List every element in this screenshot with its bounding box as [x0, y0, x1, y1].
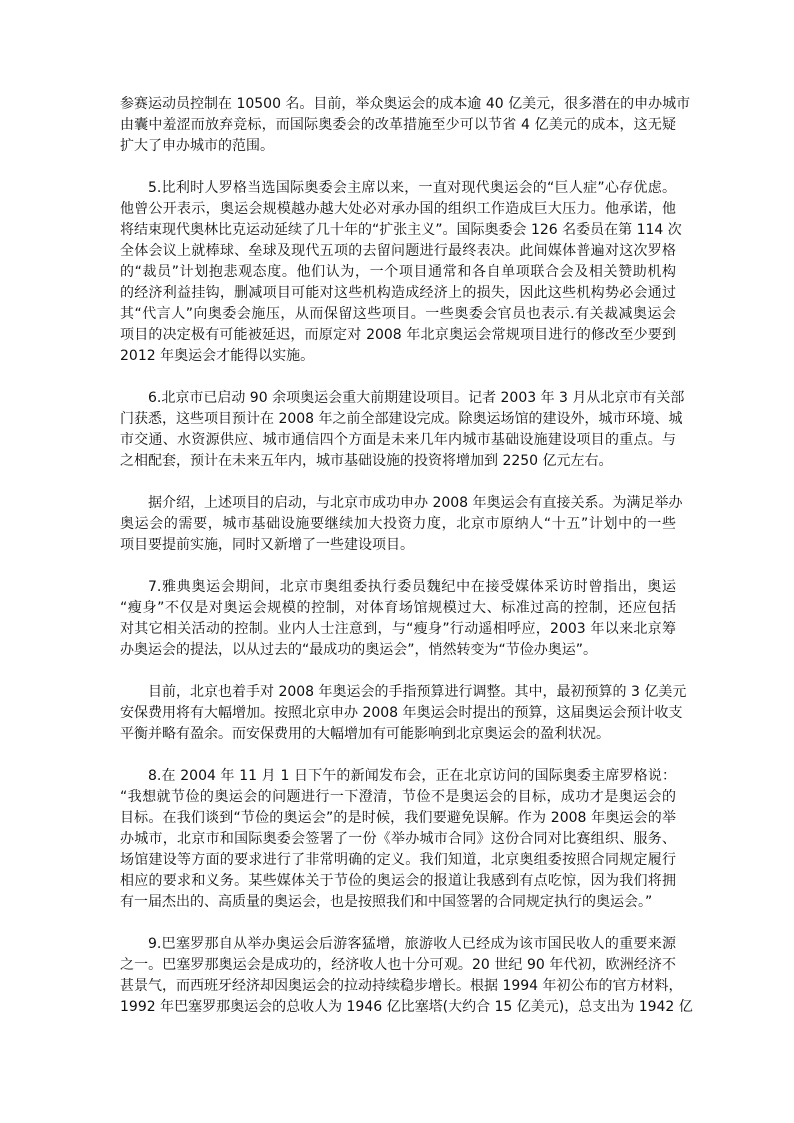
text-line: 将结束现代奥林比克运动延续了几十年的“扩张主义”。国际奥委会 126 名委员在第 114 次	[120, 222, 682, 238]
text-line: 扩大了申办城市的范围。	[120, 138, 274, 154]
text-line: 的经济利益挂钩，删减项目可能对这些机构造成经济上的损失，因此这些机构势必会通过	[120, 285, 676, 301]
paragraph	[120, 388, 685, 472]
text-line: 市交通、水资源供应、城市通信四个方面是未来几年内城市基础设施建设项目的重点。与	[120, 432, 676, 448]
text-line: 9.巴塞罗那自从举办奥运会后游客猛增，旅游收人已经成为该市国民收人的重要来源	[148, 936, 676, 952]
text-line: 办奥运会的提法，以从过去的“最成功的奥运会”，悄然转变为“节俭办奥运”。	[120, 642, 598, 658]
text-line: 项目要提前实施，同时又新增了一些建设项目。	[120, 537, 414, 553]
text-line: 目标。在我们谈到“节俭的奥运会”的是时候，我们要避免误解。作为 2008 年奥运会的举	[120, 810, 676, 826]
text-line: 5.比利时人罗格当选国际奥委会主席以来，一直对现代奥运会的“巨人症”心存优虑。	[148, 180, 676, 196]
text-line: 其“代言人”向奥委会施压，从而保留这些项目。一些奥委会官员也表示.有关裁减奥运会	[120, 306, 676, 322]
text-line: 奥运会的需要，城市基础设施要继续加大投资力度，北京市原纳人“十五”计划中的一些	[120, 516, 676, 532]
text-line: 据介绍，上述项目的启动，与北京市成功申办 2008 年奥运会有直接关系。为满足举办	[148, 495, 683, 511]
text-line: “瘦身”不仅是对奥运会规模的控制，对体育场馆规模过大、标准过高的控制，还应包括	[120, 600, 676, 616]
text-line: 之一。巴塞罗那奥运会是成功的，经济收人也十分可观。20 世纪 90 年代初，欧洲经济不	[120, 957, 676, 973]
paragraph	[120, 94, 691, 157]
paragraph	[120, 934, 693, 1018]
text-line: 全体会议上就棒球、垒球及现代五项的去留问题进行最终表决。此间媒体普遍对这次罗格	[120, 243, 676, 259]
text-line: 目前，北京也着手对 2008 年奥运会的手指预算进行调整。其中，最初预算的 3 亿美元	[148, 684, 687, 700]
text-line: 之相配套，预计在未来五年内，城市基础设施的投资将增加到 2250 亿元左右。	[120, 453, 613, 469]
text-line: 他曾公开表示，奥运会规模越办越大处必对承办国的组织工作造成巨大压力。他承诺，他	[120, 201, 676, 217]
paragraph	[120, 682, 687, 745]
text-line: 平衡并略有盈余。而安保费用的大幅增加有可能影响到北京奥运会的盈利状况。	[120, 726, 610, 742]
text-line: 1992 年巴塞罗那奥运会的总收人为 1946 亿比塞塔(大约合 15 亿美元)，总支出为 1942 亿	[120, 999, 693, 1015]
text-line: “我想就节俭的奥运会的问题进行一下澄清，节俭不是奥运会的目标，成功才是奥运会的	[120, 789, 676, 805]
paragraph	[120, 766, 676, 913]
paragraph	[120, 577, 676, 661]
text-line: 2012 年奥运会才能得以实施。	[120, 348, 315, 364]
paragraph	[120, 178, 682, 367]
text-line: 甚景气，而西班牙经济却因奥运会的拉动持续稳步增长。根据 1994 年初公布的官方材料，	[120, 978, 683, 994]
text-line: 相应的要求和义务。某些媒体关于节俭的奥运会的报道让我感到有点吃惊，因为我们将拥	[120, 873, 676, 889]
text-line: 参赛运动员控制在 10500 名。目前，举众奥运会的成本逾 40 亿美元，很多潜在的申办城市	[120, 96, 691, 112]
text-line: 有一届杰出的、高质量的奥运会，也是按照我们和中国签署的合同规定执行的奥运会。”	[120, 894, 653, 910]
text-line: 由囊中羞涩而放弃竞标，而国际奥委会的改革措施至少可以节省 4 亿美元的成本，这无疑	[120, 117, 676, 133]
text-line: 安保费用将有大幅增加。按照北京申办 2008 年奥运会时提出的预算，这届奥运会预计收支	[120, 705, 683, 721]
text-line: 8.在 2004 年 11 月 1 日下午的新闻发布会，正在北京访问的国际奥委主席罗格说：	[148, 768, 676, 784]
document-body	[120, 94, 693, 1039]
text-line: 场馆建设等方面的要求进行了非常明确的定义。我们知道，北京奥组委按照合同规定履行	[120, 852, 676, 868]
text-line: 项目的决定极有可能被延迟，而原定对 2008 年北京奥运会常规项目进行的修改至少要到	[120, 327, 676, 343]
text-line: 对其它相关活动的控制。业内人士注意到，与“瘦身”行动遥相呼应，2003 年以来北京筹	[120, 621, 676, 637]
text-line: 的“裁员”计划抱悲观态度。他们认为，一个项目通常和各自单项联合会及相关赞助机构	[120, 264, 676, 280]
text-line: 门获悉，这些项目预计在 2008 年之前全部建设完成。除奥运场馆的建设外，城市环境、城	[120, 411, 683, 427]
text-line: 办城市，北京市和国际奥委会签署了一份《举办城市合同》这份合同对比赛组织、服务、	[120, 831, 676, 847]
text-line: 7.雅典奥运会期间，北京市奥组委执行委员魏纪中在接受媒体采访时曾指出，奥运	[148, 579, 676, 595]
paragraph	[120, 493, 683, 556]
text-line: 6.北京市已启动 90 余项奥运会重大前期建设项目。记者 2003 年 3 月从北京市有关部	[148, 390, 685, 406]
